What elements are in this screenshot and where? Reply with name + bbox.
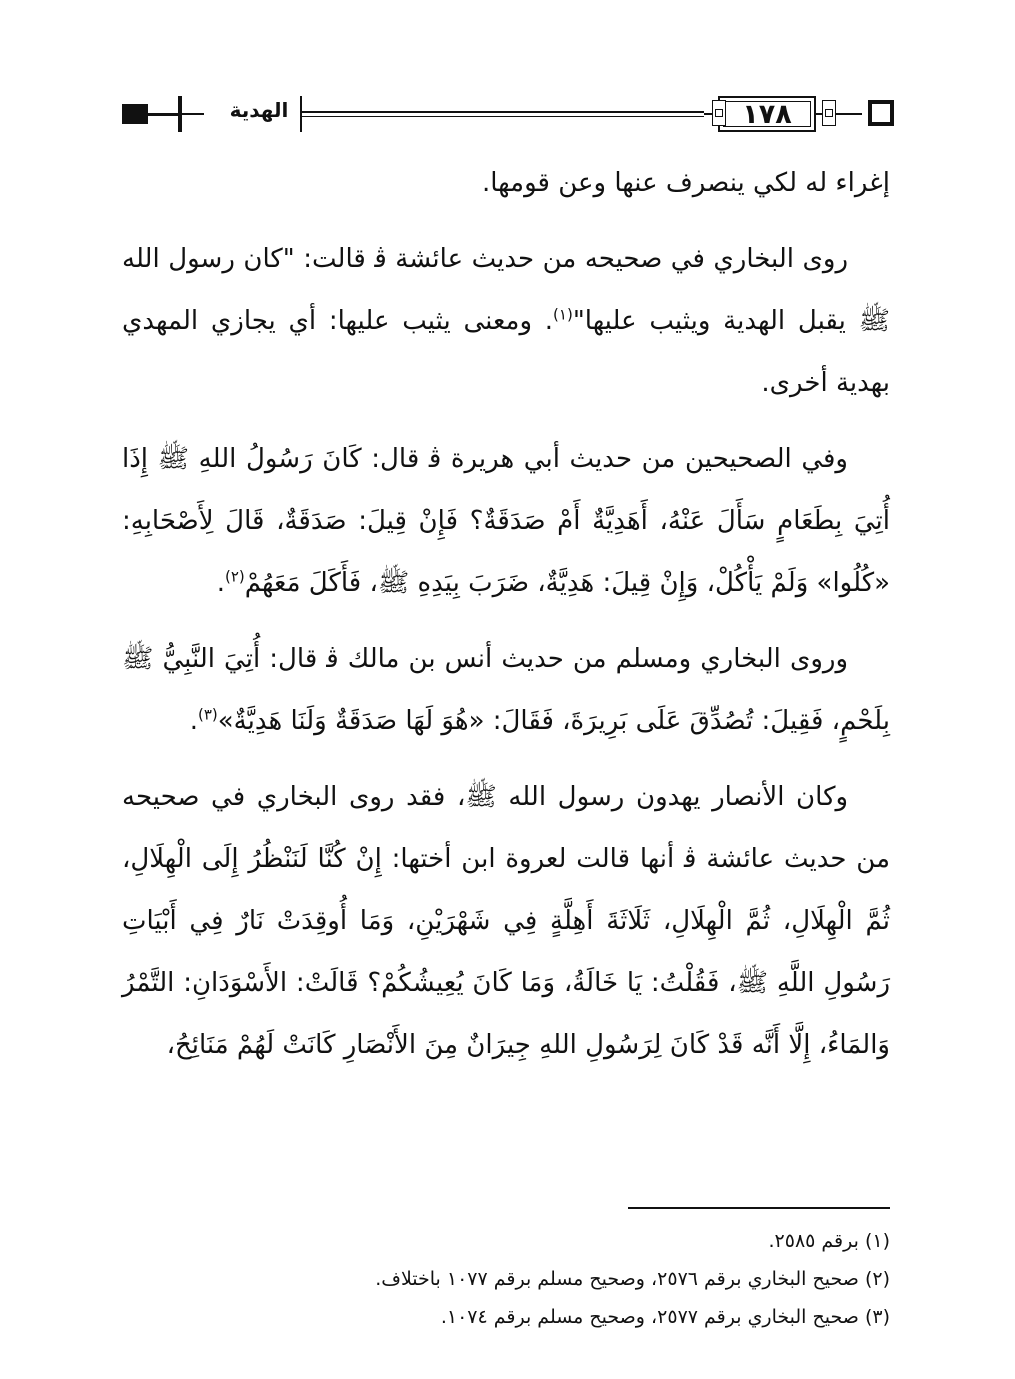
footnote-ref: (٢) xyxy=(224,567,245,586)
footnote-ref: (٣) xyxy=(197,705,218,724)
chapter-title: الهدية xyxy=(229,98,289,122)
text-segment: وروى البخاري ومسلم من حديث أنس بن مالك ﭬ قال: أُتِيَ النَّبِيُّ ﷺ بِلَحْمٍ، فَقِيلَ: تُصُدِّقَ عَلَى بَرِيرَةَ، فَقَالَ: «هُوَ لَهَا صَدَقَةٌ وَلَنَا هَدِيَّةٌ» xyxy=(122,644,890,736)
page-number: ١٧٨ xyxy=(742,98,792,130)
paragraph-1 xyxy=(122,152,890,214)
footnotes xyxy=(122,1222,890,1336)
text-segment: إغراء له لكي ينصرف عنها وعن قومها. xyxy=(481,168,890,198)
paragraph-4 xyxy=(122,628,890,752)
paragraph-2 xyxy=(122,228,890,414)
text-segment: وكان الأنصار يهدون رسول الله ﷺ، فقد روى البخاري في صحيحه من حديث عائشة ﭬ أنها قالت لعروة ابن أختها: إِنْ كُنَّا لَنَنْظُرُ إِلَى الْهِلَالِ، ثُمَّ الْهِلَالِ، ثُمَّ الْهِلَالِ، ثَلَاثَةَ أَهِلَّةٍ فِي شَهْرَيْنِ، وَمَا أُوقِدَتْ نَارٌ فِي أَبْيَاتِ رَسُولِ اللَّهِ ﷺ، فَقُلْتُ: يَا خَالَةُ، وَمَا كَانَ يُعِيشُكُمْ؟ قَالَتْ: الأَسْوَدَانِ: التَّمْرُ وَالمَاءُ، إِلَّا أَنَّه قَدْ كَانَ لِرَسُولِ اللهِ جِيرَانٌ مِنَ الأَنْصَارِ كَانَتْ لَهُمْ مَنَائِحُ، xyxy=(122,782,890,1060)
page-number-box xyxy=(718,96,816,132)
header-square-ornament xyxy=(868,100,894,126)
text-segment: . xyxy=(189,706,198,736)
running-header xyxy=(122,92,894,142)
header-ornament-left xyxy=(712,100,726,126)
footnote-ref: (١) xyxy=(553,305,573,324)
paragraph-3 xyxy=(122,428,890,614)
paragraph-5 xyxy=(122,766,890,1076)
header-solid-square xyxy=(122,104,148,124)
text-segment: وفي الصحيحين من حديث أبي هريرة ﭬ قال: كَانَ رَسُولُ اللهِ ﷺ إِذَا أُتِيَ بِطَعَامٍ سَأَلَ عَنْهُ، أَهَدِيَّةٌ أَمْ صَدَقَةٌ؟ فَإِنْ قِيلَ: صَدَقَةٌ، قَالَ لِأَصْحَابِهِ: «كُلُوا» وَلَمْ يَأْكُلْ، وَإِنْ قِيلَ: هَدِيَّةٌ، ضَرَبَ بِيَدِهِ ﷺ، فَأَكَلَ مَعَهُمْ xyxy=(122,444,890,598)
text-segment: روى البخاري في صحيحه من حديث عائشة ﭬ قالت: "كان رسول الله ﷺ يقبل الهدية ويثيب عليها" xyxy=(122,244,890,336)
header-ornament-right xyxy=(822,100,836,126)
footnote-separator xyxy=(628,1207,890,1209)
text-segment: . ومعنى يثيب عليها: أي يجازي المهدي بهدية أخرى. xyxy=(122,306,890,398)
text-segment: . xyxy=(216,568,225,598)
main-text xyxy=(122,152,890,1076)
header-double-rule xyxy=(302,107,704,122)
footnote-2: (٢) صحيح البخاري برقم ٢٥٧٦، وصحيح مسلم برقم ١٠٧٧ باختلاف. xyxy=(375,1268,890,1290)
footnote-3: (٣) صحيح البخاري برقم ٢٥٧٧، وصحيح مسلم برقم ١٠٧٤. xyxy=(440,1306,890,1328)
header-bar-left xyxy=(178,96,182,132)
footnote-1: (١) برقم ٢٥٨٥. xyxy=(768,1230,890,1252)
